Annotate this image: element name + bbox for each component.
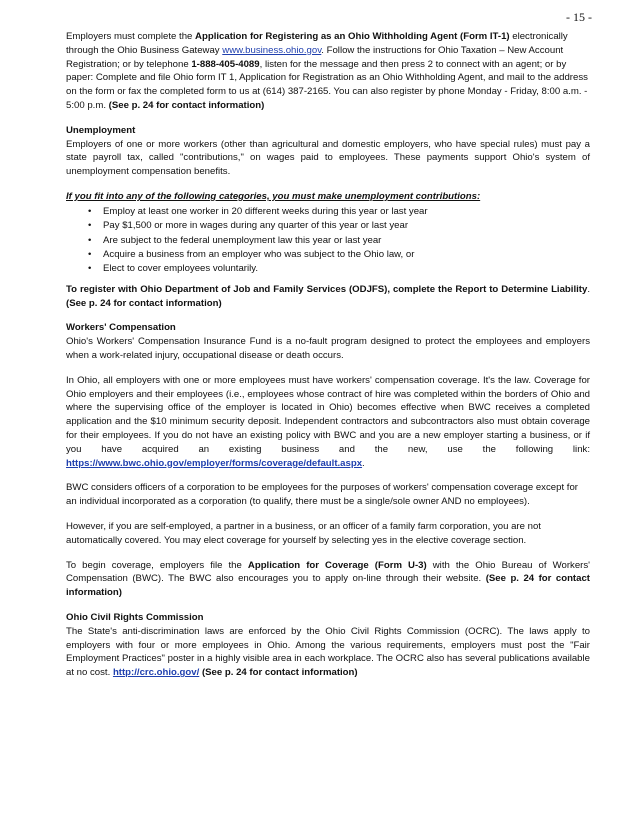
bullet-icon: •: [88, 248, 92, 260]
bullet-icon: •: [88, 234, 92, 246]
workers-comp-begin-coverage-paragraph: To begin coverage, employers file the Application for Coverage (Form U-3) with the Ohio Bureau of Workers' Compensation (BWC). The BWC also encourages you to apply on-line through their website. (See p. 24 for contact information): [66, 559, 590, 599]
contact-reference: (See p. 24 for contact information): [108, 99, 265, 111]
unemployment-heading: Unemployment: [66, 124, 136, 136]
list-item: • Acquire a business from an employer who was subject to the Ohio law, or: [88, 248, 590, 262]
workers-comp-body: Ohio's Workers' Compensation Insurance Fund is a no-fault program designed to protect the employees and employers when a work-related injury, occupational disease or death occurs.: [66, 336, 590, 361]
unemployment-body: Employers of one or more workers (other than agricultural and domestic employers, who have special rules) must pay a state payroll tax, called "contributions," on wages paid to employees. These payments support Ohio's system of unemployment compensation benefits.: [66, 138, 590, 178]
list-item: • Pay $1,500 or more in wages during any quarter of this year or last year: [88, 219, 590, 233]
contact-reference: (See p. 24 for contact information): [66, 573, 590, 599]
contact-reference: (See p. 24 for contact information): [66, 297, 222, 309]
workers-comp-heading: Workers' Compensation: [66, 322, 176, 334]
bullet-icon: •: [88, 205, 92, 217]
list-item: • Employ at least one worker in 20 different weeks during this year or last year: [88, 205, 590, 219]
workers-comp-section: [66, 321, 590, 362]
text: . Follow the instructions for Ohio Taxation – New Account Registration; or by telephone: [66, 44, 564, 70]
bullet-icon: •: [88, 220, 92, 232]
bullet-icon: •: [88, 263, 92, 275]
list-item: • Elect to cover employees voluntarily.: [88, 262, 590, 276]
phone-number: 1-888-405-4089: [191, 58, 260, 70]
ocrc-link[interactable]: http://crc.ohio.gov/: [112, 667, 200, 679]
unemployment-section: [66, 124, 590, 179]
list-item: • Are subject to the federal unemployment law this year or last year: [88, 234, 590, 248]
civil-rights-body: The State's anti-discrimination laws are enforced by the Ohio Civil Rights Commission (OCRC). The laws apply to employers with four or more employees in Ohio. Among the various requirements, employers must post the "Fair Employment Practices" poster in a highly visible area in each workplace. The OCRC also has several publications available at no cost.: [66, 625, 590, 679]
odjfs-register-paragraph: To register with Ohio Department of Job and Family Services (ODJFS), complete the Report to Determine Liability. (See p. 24 for contact information): [66, 283, 590, 309]
unemployment-categories-lead: If you fit into any of the following categories, you must make unemployment contributions:: [66, 190, 481, 202]
text: Employers must complete the: [66, 31, 196, 42]
page-number: - 15 -: [566, 10, 592, 24]
workers-comp-self-employed-paragraph: However, if you are self-employed, a partner in a business, or an officer of a family farm corporation, you are not automatically covered. You may elect coverage for yourself by selecting yes in the elective coverage section.: [66, 520, 541, 546]
text: electronically through the Ohio Business Gateway: [66, 31, 568, 56]
document-body: [66, 30, 590, 691]
civil-rights-section: [66, 611, 590, 680]
civil-rights-heading: Ohio Civil Rights Commission: [66, 611, 204, 623]
form-u3-title: Application for Coverage (Form U-3): [247, 559, 427, 571]
workers-comp-officers-paragraph: BWC considers officers of a corporation to be employees for the purposes of workers' compensation coverage except for an individual incorporated as a corporation (to qualify, there must be a single/sole owner AND no employees).: [66, 482, 578, 508]
form-it1-title: Application for Registering as an Ohio Withholding Agent (Form IT-1): [195, 31, 510, 42]
unemployment-criteria-list: [66, 205, 590, 277]
workers-comp-coverage-paragraph: In Ohio, all employers with one or more employees must have workers' compensation coverage. It's the law. Coverage for Ohio employers and their employees (i.e., employees whose contract of hire was completed within the borders of Ohio and where the supervising office of the employer is located in Ohio) becomes effective when BWC receives a completed application and the $10 minimum security deposit. Independent contractors and subcontractors also must obtain coverage for their employees. If you do not have an existing policy with BWC and you are a new employer starting a business, or if you have acquired an existing business and the new, use the following link: https://www.bwc.ohio.gov/employer/forms/coverage/default.aspx.: [66, 374, 590, 469]
business-gateway-link[interactable]: www.business.ohio.gov: [222, 44, 322, 56]
withholding-paragraph: [66, 30, 590, 113]
bwc-coverage-link[interactable]: https://www.bwc.ohio.gov/employer/forms/coverage/default.aspx: [66, 457, 363, 469]
contact-reference: (See p. 24 for contact information): [199, 667, 358, 679]
odjfs-register-text: To register with Ohio Department of Job and Family Services (ODJFS), complete the Report to Determine Liability: [66, 283, 588, 295]
text: , listen for the message and then press 2 to connect with an agent; or by paper: Complete and file Ohio form IT 1, Application for Registration as an Ohio Withholding Agent, and mail to the address on the form or fax the completed form to us at (614) 387-2165. You can also register by phone Monday - Friday, 8:00 a.m. - 5:00 p.m.: [66, 58, 588, 111]
